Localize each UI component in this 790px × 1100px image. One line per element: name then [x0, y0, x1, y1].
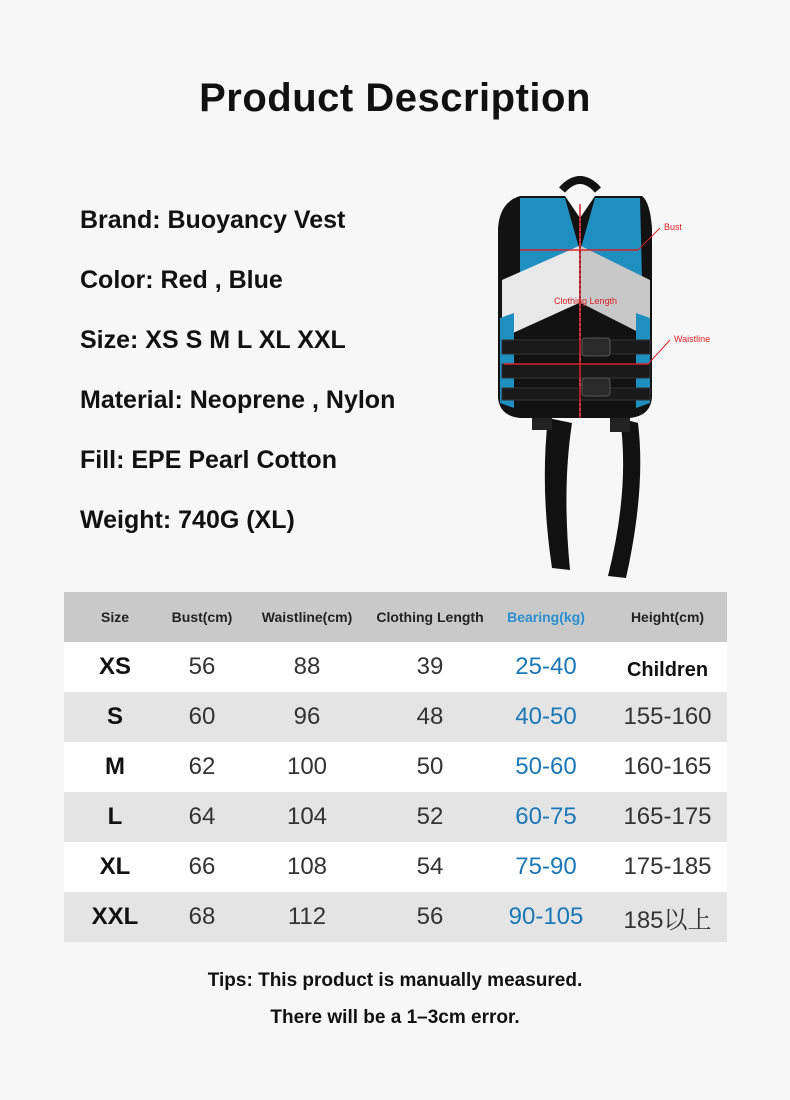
table-row: [64, 792, 727, 842]
cell-waistline: 96: [293, 703, 321, 730]
cell-height: 175-185: [623, 853, 712, 880]
cell-size: L: [107, 803, 123, 830]
cell-waistline: 88: [293, 653, 321, 680]
header-bearing: Bearing(kg): [507, 609, 585, 625]
cell-bearing: 50-60: [515, 753, 577, 780]
spec-size: Size: XS S M L XL XXL: [80, 326, 346, 354]
table-row: [64, 892, 727, 942]
size-table: [64, 592, 727, 942]
cell-bust: 62: [188, 753, 216, 780]
table-row: [64, 692, 727, 742]
cell-length: 50: [416, 753, 444, 780]
cell-size: S: [106, 703, 123, 730]
cell-length: 52: [416, 803, 444, 830]
cell-bearing: 25-40: [515, 653, 577, 680]
spec-material: Material: Neoprene , Nylon: [80, 386, 396, 414]
cell-size: M: [105, 753, 125, 780]
header-size: Size: [100, 609, 129, 625]
spec-fill: Fill: EPE Pearl Cotton: [80, 446, 337, 474]
table-header: [64, 592, 727, 642]
spec-brand: Brand: Buoyancy Vest: [80, 206, 346, 234]
header-clothing-length: Clothing Length: [376, 609, 484, 625]
cell-length: 39: [416, 653, 444, 680]
cell-bust: 56: [188, 653, 216, 680]
cell-length: 54: [416, 853, 444, 880]
tip-line-2: There will be a 1–3cm error.: [270, 1007, 520, 1028]
header-bust: Bust(cm): [171, 609, 233, 625]
table-row: [64, 742, 727, 792]
cell-bust: 60: [188, 703, 216, 730]
cell-waistline: 112: [287, 903, 327, 930]
cell-bearing: 90-105: [508, 903, 584, 930]
length-label: Clothing Length: [554, 296, 618, 306]
waistline-label: Waistline: [674, 334, 711, 344]
cell-bust: 64: [188, 803, 216, 830]
cell-bearing: 60-75: [515, 803, 577, 830]
cell-height: 160-165: [623, 753, 712, 780]
cell-waistline: 104: [286, 803, 328, 830]
cell-length: 48: [416, 703, 444, 730]
header-waistline: Waistline(cm): [261, 609, 353, 625]
table-row: [64, 842, 727, 892]
cell-bust: 68: [188, 903, 216, 930]
spec-color: Color: Red , Blue: [80, 266, 283, 294]
cell-size: XS: [98, 653, 131, 680]
cell-height: 165-175: [623, 803, 712, 830]
vest-diagram: [480, 168, 740, 588]
header-height: Height(cm): [630, 609, 705, 625]
cell-bearing: 75-90: [515, 853, 577, 880]
table-row: [64, 642, 727, 692]
spec-weight: Weight: 740G (XL): [80, 506, 295, 534]
cell-size: XL: [99, 853, 131, 880]
tip-line-1: Tips: This product is manually measured.: [207, 970, 583, 991]
cell-waistline: 108: [286, 853, 328, 880]
cell-height: Children: [626, 658, 709, 681]
cell-waistline: 100: [286, 753, 328, 780]
cell-length: 56: [416, 903, 444, 930]
cell-height: 185以上: [623, 906, 712, 934]
cell-height: 155-160: [623, 703, 712, 730]
cell-size: XXL: [91, 903, 139, 930]
cell-bust: 66: [188, 853, 216, 880]
vest-illustration: [480, 168, 740, 588]
cell-bearing: 40-50: [515, 703, 577, 730]
page-title: Product Description: [199, 76, 591, 120]
bust-label: Bust: [664, 222, 683, 232]
